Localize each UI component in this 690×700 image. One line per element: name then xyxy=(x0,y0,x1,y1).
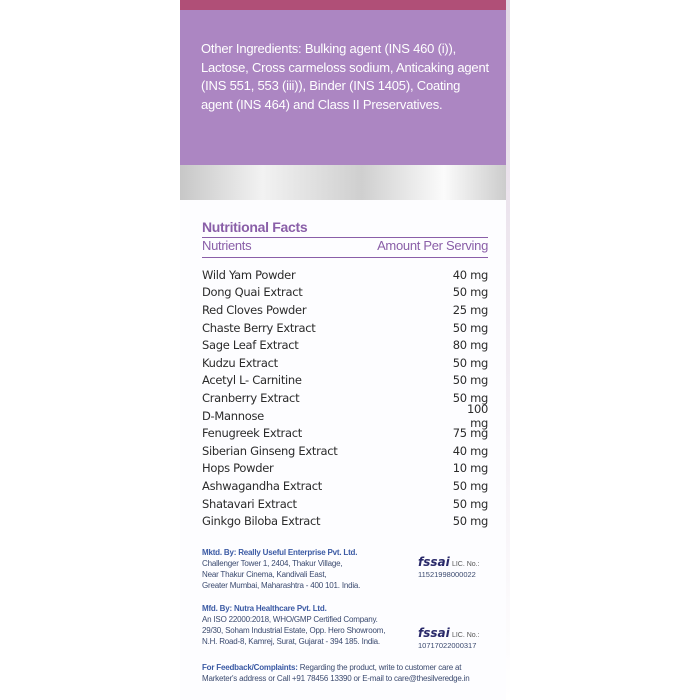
nutrition-header-rule xyxy=(202,257,488,258)
nutrient-name: Sage Leaf Extract xyxy=(202,338,299,353)
box-top-edge xyxy=(180,0,510,10)
manufacturer-address-line: 29/30, Soham Industrial Estate, Opp. Hero Showroom, xyxy=(202,626,386,635)
nutrient-amount: 10 mg xyxy=(452,461,488,476)
nutrition-title: Nutritional Facts xyxy=(202,219,308,235)
nutrient-amount: 50 mg xyxy=(452,478,488,493)
nutrient-amount: 40 mg xyxy=(452,443,488,458)
lic-number: 11521998000022 xyxy=(418,570,476,579)
nutrient-name: Red Cloves Powder xyxy=(202,302,307,317)
nutrient-name: Ginkgo Biloba Extract xyxy=(202,514,321,529)
table-row xyxy=(202,284,488,302)
table-row xyxy=(202,319,488,337)
table-row xyxy=(202,477,488,495)
manufacturer-name: Nutra Healthcare Pvt. Ltd. xyxy=(233,604,327,613)
nutrition-header-row xyxy=(202,238,488,253)
feedback-info xyxy=(202,662,502,684)
table-row xyxy=(202,372,488,390)
nutrient-name: Cranberry Extract xyxy=(202,390,300,405)
marketer-fssai xyxy=(418,555,498,579)
nutrient-name: Siberian Ginseng Extract xyxy=(202,443,338,458)
nutrient-name: D-Mannose xyxy=(202,408,264,423)
manufacturer-address-line: An ISO 22000:2018, WHO/GMP Certified Company. xyxy=(202,615,378,624)
other-ingredients-label: Other Ingredients: xyxy=(201,41,302,56)
table-row xyxy=(202,336,488,354)
marketer-address-line: Greater Mumbai, Maharashtra - 400 101. India. xyxy=(202,581,361,590)
table-row xyxy=(202,266,488,284)
nutrient-amount: 75 mg xyxy=(452,426,488,441)
manufacturer-label: Mfd. By: xyxy=(202,604,232,613)
nutrient-amount: 80 mg xyxy=(452,338,488,353)
fssai-logo-icon: fssai xyxy=(418,555,450,569)
table-row xyxy=(202,442,488,460)
nutrient-name: Ashwagandha Extract xyxy=(202,478,323,493)
nutrient-amount: 40 mg xyxy=(452,267,488,282)
manufacturer-fssai xyxy=(418,626,498,650)
nutrient-name: Acetyl L- Carnitine xyxy=(202,373,302,388)
nutrient-name: Fenugreek Extract xyxy=(202,426,302,441)
lic-label: LIC. No.: xyxy=(451,632,480,639)
amount-column-header: Amount Per Serving xyxy=(377,238,488,253)
other-ingredients-text xyxy=(201,40,491,114)
table-row xyxy=(202,512,488,530)
table-row xyxy=(202,424,488,442)
nutrition-table xyxy=(202,266,488,530)
nutrient-amount: 50 mg xyxy=(452,496,488,511)
nutrient-amount: 50 mg xyxy=(452,390,488,405)
lic-label: LIC. No.: xyxy=(451,561,480,568)
label-content xyxy=(180,200,510,700)
nutrient-amount: 25 mg xyxy=(452,302,488,317)
marketer-info xyxy=(202,547,360,591)
nutrient-name: Dong Quai Extract xyxy=(202,285,303,300)
manufacturer-address-line: N.H. Road-8, Kamrej, Surat, Gujarat - 394 185. India. xyxy=(202,637,380,646)
marketer-label: Mktd. By: xyxy=(202,548,237,557)
nutrient-name: Shatavari Extract xyxy=(202,496,297,511)
table-row xyxy=(202,495,488,513)
manufacturer-info xyxy=(202,603,385,647)
other-ingredients-value: Bulking agent (INS 460 (i)), Lactose, Cross carmeloss sodium, Anticaking agent (INS 551, 553 (iii)), Binder (INS 1405), Coating agent (INS 464) and Class II Preservatives. xyxy=(201,41,489,112)
nutrient-amount: 50 mg xyxy=(452,355,488,370)
box-right-edge xyxy=(506,0,510,700)
product-box-side-panel xyxy=(180,0,510,700)
nutrient-amount: 50 mg xyxy=(452,320,488,335)
nutrient-name: Kudzu Extract xyxy=(202,355,278,370)
feedback-line-2: Marketer's address or Call +91 78456 13390 or E-mail to care@thesilveredge.in xyxy=(202,674,470,683)
fssai-logo-icon: fssai xyxy=(418,626,450,640)
other-ingredients-band xyxy=(180,10,510,165)
nutrient-name: Hops Powder xyxy=(202,461,274,476)
marketer-address-line: Near Thakur Cinema, Kandivali East, xyxy=(202,570,327,579)
nutrient-amount: 50 mg xyxy=(452,514,488,529)
nutrient-amount: 100 mg xyxy=(466,401,488,430)
table-row xyxy=(202,460,488,478)
nutrient-name: Wild Yam Powder xyxy=(202,267,296,282)
marketer-name: Really Useful Enterprise Pvt. Ltd. xyxy=(238,548,358,557)
nutrient-amount: 50 mg xyxy=(452,285,488,300)
lic-number: 10717022000317 xyxy=(418,641,477,650)
table-row xyxy=(202,301,488,319)
nutrient-amount: 50 mg xyxy=(452,373,488,388)
table-row xyxy=(202,401,488,430)
table-row xyxy=(202,354,488,372)
silver-stripe xyxy=(180,165,510,200)
feedback-label: For Feedback/Complaints: xyxy=(202,663,298,672)
marketer-address-line: Challenger Tower 1, 2404, Thakur Village, xyxy=(202,559,343,568)
nutrient-name: Chaste Berry Extract xyxy=(202,320,316,335)
nutrients-column-header: Nutrients xyxy=(202,238,252,253)
feedback-line-1: Regarding the product, write to customer care at xyxy=(299,663,462,672)
